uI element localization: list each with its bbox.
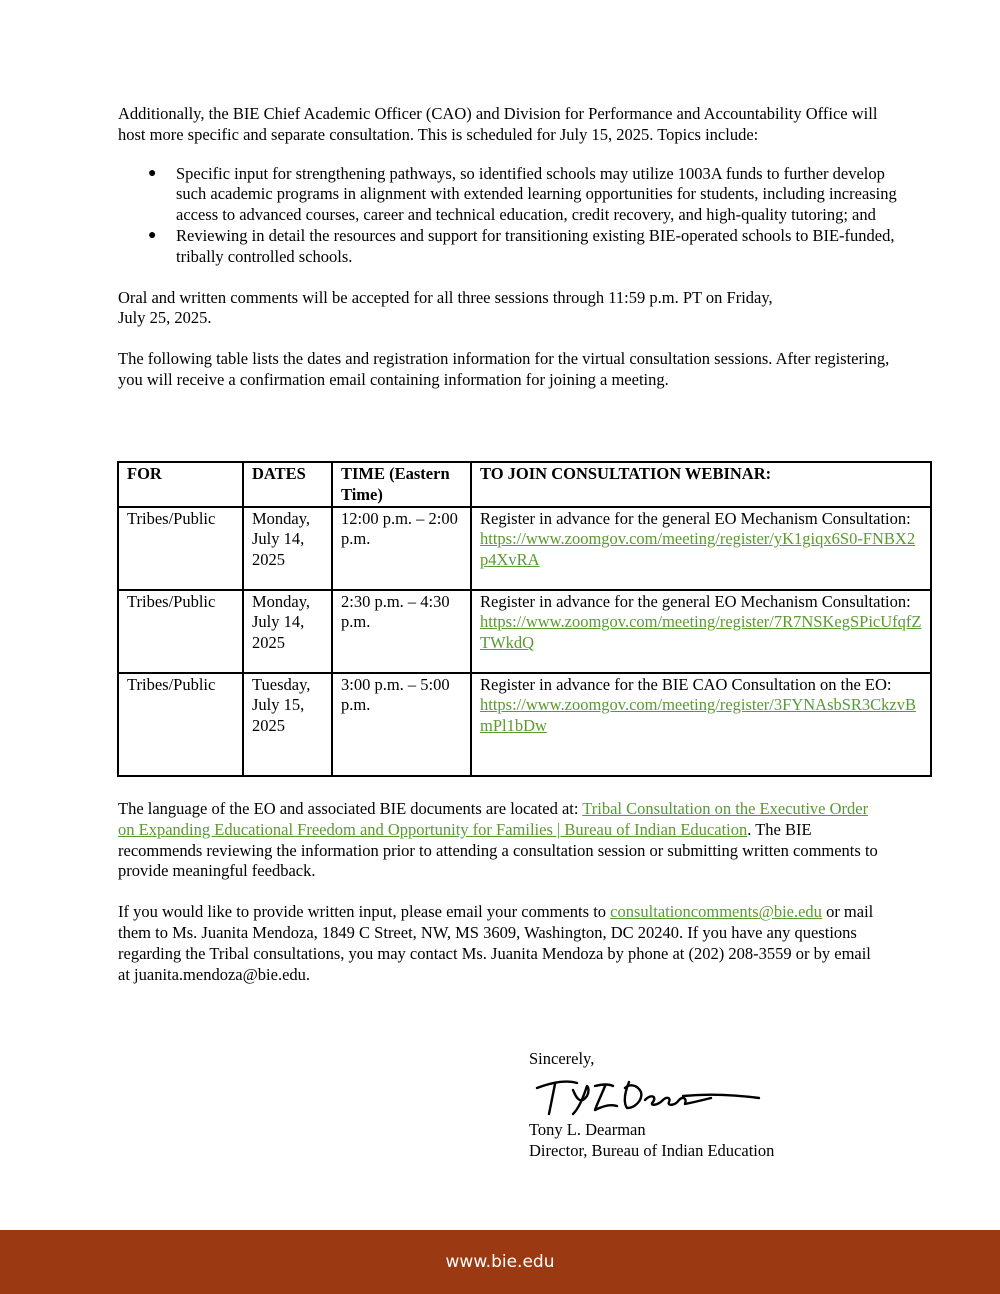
table-intro-paragraph: The following table lists the dates and registration information for the virtual consultation sessions. After registering, you will receive a confirmation email containing information for joining a meeting. <box>118 349 890 389</box>
cell-for: Tribes/Public <box>118 590 243 673</box>
cell-date: Monday, July 14, 2025 <box>243 507 332 590</box>
documents-paragraph: The language of the EO and associated BIE documents are located at: Tribal Consultation on the Executive Order on Expanding Educational Freedom and Opportunity for Families | Bureau of Indian Education. The BIE recommends reviewing the information prior to attending a consultation session or submitting written comments to provide meaningful feedback. <box>118 799 878 881</box>
cell-join <box>471 590 931 673</box>
topics-list <box>118 164 908 268</box>
cell-for: Tribes/Public <box>118 507 243 590</box>
registration-link[interactable]: https://www.zoomgov.com/meeting/register/7R7NSKegSPicUfqfZTWkdQ <box>480 612 922 653</box>
cell-time: 3:00 p.m. – 5:00 p.m. <box>332 673 471 776</box>
bullet-icon: ● <box>148 227 157 243</box>
handwritten-signature <box>533 1074 763 1120</box>
cell-for: Tribes/Public <box>118 673 243 776</box>
signer-name: Tony L. Dearman <box>529 1119 646 1139</box>
registration-link[interactable]: https://www.zoomgov.com/meeting/register/yK1giqx6S0-FNBX2p4XvRA <box>480 529 916 570</box>
column-header-join: TO JOIN CONSULTATION WEBINAR: <box>471 462 931 507</box>
list-item: ● Reviewing in detail the resources and support for transitioning existing BIE-operated schools to BIE-funded, tribally controlled schools. <box>148 225 895 266</box>
signer-title: Director, Bureau of Indian Education <box>529 1140 775 1160</box>
letter-body <box>118 104 908 391</box>
sessions-table <box>117 461 932 777</box>
table-row <box>118 673 931 776</box>
signature-block <box>529 1049 829 1161</box>
footer-bar <box>0 1230 1000 1294</box>
comments-deadline-paragraph: Oral and written comments will be accepted for all three sessions through 11:59 p.m. PT on Friday, July 25, 2025. <box>118 287 773 328</box>
intro-paragraph: Additionally, the BIE Chief Academic Officer (CAO) and Division for Performance and Accountability Office will host more specific and separate consultation. This is scheduled for July 15, 2025. Topics include: <box>118 104 878 144</box>
column-header-time: TIME (Eastern Time) <box>332 462 471 507</box>
documents-section <box>118 799 878 985</box>
column-header-dates: DATES <box>243 462 332 507</box>
email-link[interactable]: consultationcomments@bie.edu <box>610 902 822 922</box>
registration-link[interactable]: https://www.zoomgov.com/meeting/register/3FYNAsbSR3CkzvBmPl1bDw <box>480 695 917 736</box>
table-header-row <box>118 462 931 507</box>
eo-documents-link[interactable]: Tribal Consultation on the Executive Order on Expanding Educational Freedom and Opportunity for Families | Bureau of Indian Education <box>118 799 869 839</box>
cell-join-text: Register in advance for the general EO Mechanism Consultation: <box>480 508 911 528</box>
cell-join <box>471 507 931 590</box>
footer-website[interactable]: www.bie.edu <box>445 1252 555 1272</box>
bullet-icon: ● <box>148 165 157 181</box>
cell-join <box>471 673 931 776</box>
cell-date: Monday, July 14, 2025 <box>243 590 332 673</box>
list-item: ● Specific input for strengthening pathways, so identified schools may utilize 1003A funds to further develop such academic programs in alignment with extended learning opportunities for students, including increasing access to advanced courses, career and technical education, credit recovery, and high-quality tutoring; and <box>148 163 897 225</box>
table-row <box>118 507 931 590</box>
table-row <box>118 590 931 673</box>
column-header-for: FOR <box>118 462 243 507</box>
cell-time: 2:30 p.m. – 4:30 p.m. <box>332 590 471 673</box>
cell-join-text: Register in advance for the general EO Mechanism Consultation: <box>480 591 911 611</box>
cell-date: Tuesday, July 15, 2025 <box>243 673 332 776</box>
salutation: Sincerely, <box>529 1049 595 1068</box>
cell-time: 12:00 p.m. – 2:00 p.m. <box>332 507 471 590</box>
written-input-paragraph: If you would like to provide written input, please email your comments to consultationcomments@bie.edu or mail them to Ms. Juanita Mendoza, 1849 C Street, NW, MS 3609, Washington, DC 20240. If you have any questions regarding the Tribal consultations, you may contact Ms. Juanita Mendoza by phone at (202) 208-3559 or by email at juanita.mendoza@bie.edu. <box>118 902 874 984</box>
cell-join-text: Register in advance for the BIE CAO Consultation on the EO: <box>480 674 892 694</box>
